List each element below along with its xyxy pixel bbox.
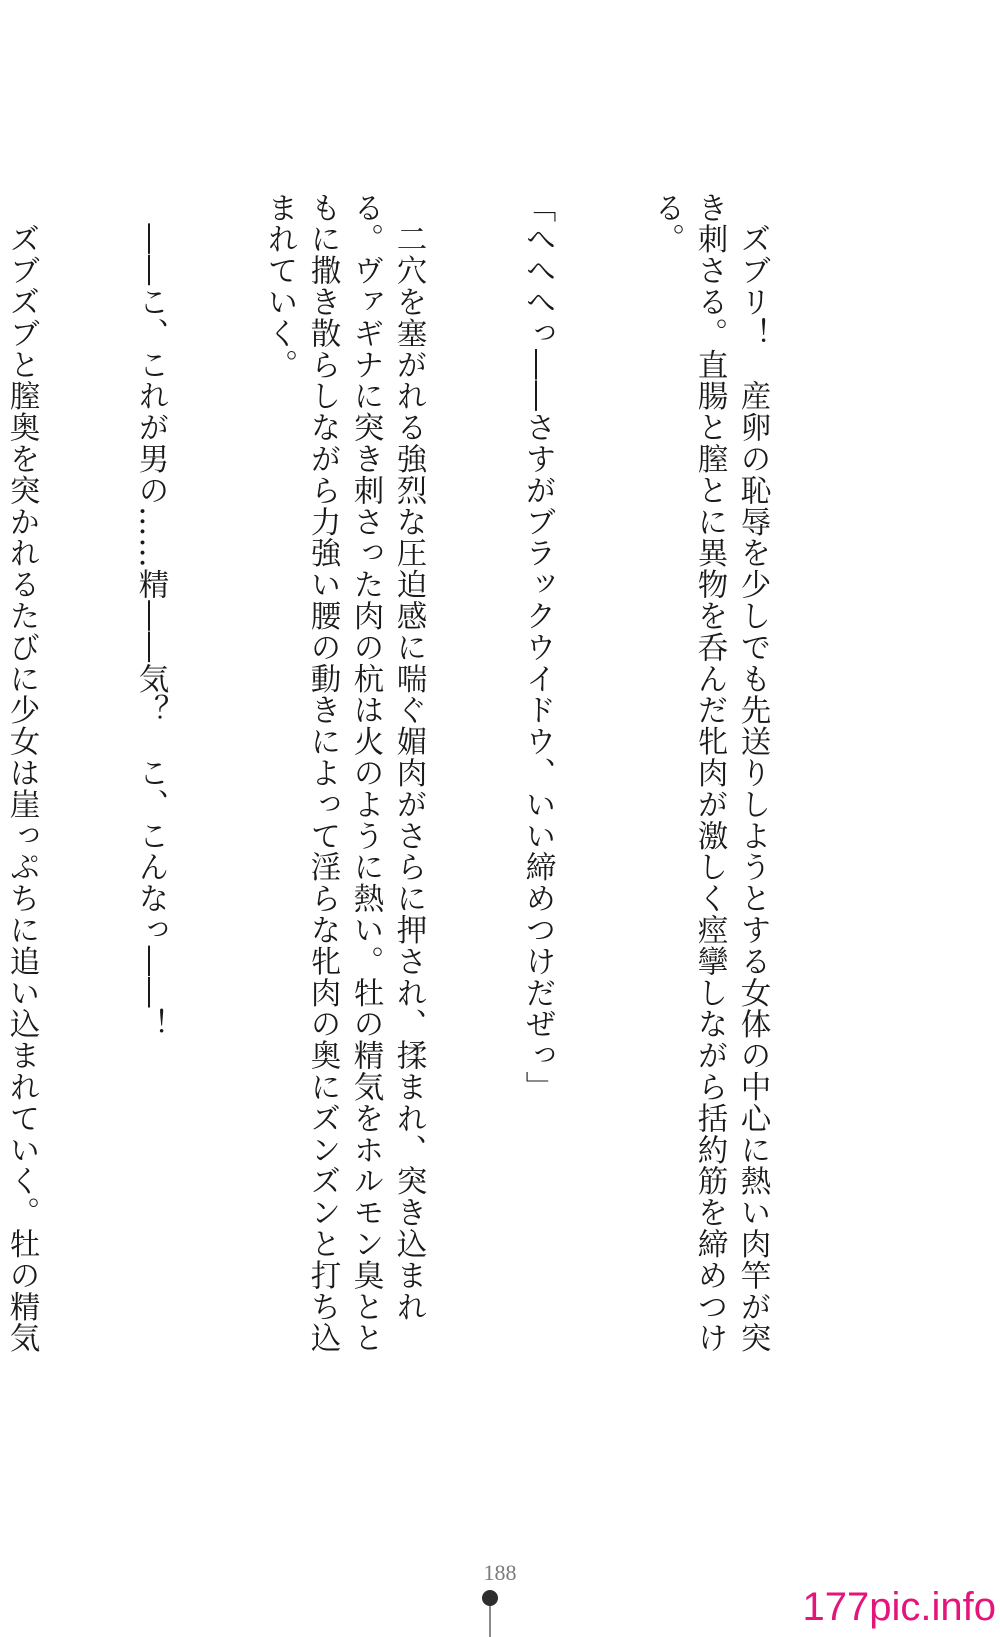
bookmark-dot-icon xyxy=(482,1590,498,1606)
bookmark-rule xyxy=(489,1603,491,1637)
dialogue-line: 「へへへっ――さすがブラックウイドウ、いい締めつけだぜっ」 xyxy=(520,192,555,1103)
page-number: 188 xyxy=(483,1560,517,1585)
paragraph: ――こ、これが男の……精――気？ こ、こんなっ――！ xyxy=(133,192,168,1040)
watermark: 177pic.info xyxy=(802,1585,996,1629)
paragraph: 二穴を塞がれる強烈な圧迫感に喘ぐ媚肉がさらに押され、揉まれ、突き込まれる。ヴァギナに突き刺さった肉の杭は火のように熱い。牡の精気をホルモン臭とともに撒き散らしながら力強い腰の動きによって淫らな牝肉の奥にズンズンと打ち込まれていく。 xyxy=(262,192,426,1354)
paragraph: ズブズブと膣奥を突かれるたびに少女は崖っぷちに追い込まれていく。牡の精気 xyxy=(4,223,39,1354)
paragraph: ズブリ！ 産卵の恥辱を少しでも先送りしようとする女体の中心に熱い肉竿が突き刺さる。直腸と膣とに異物を呑んだ牝肉が激しく痙攣しながら括約筋を締めつける。 xyxy=(649,192,770,1354)
body-text xyxy=(4,192,860,1372)
